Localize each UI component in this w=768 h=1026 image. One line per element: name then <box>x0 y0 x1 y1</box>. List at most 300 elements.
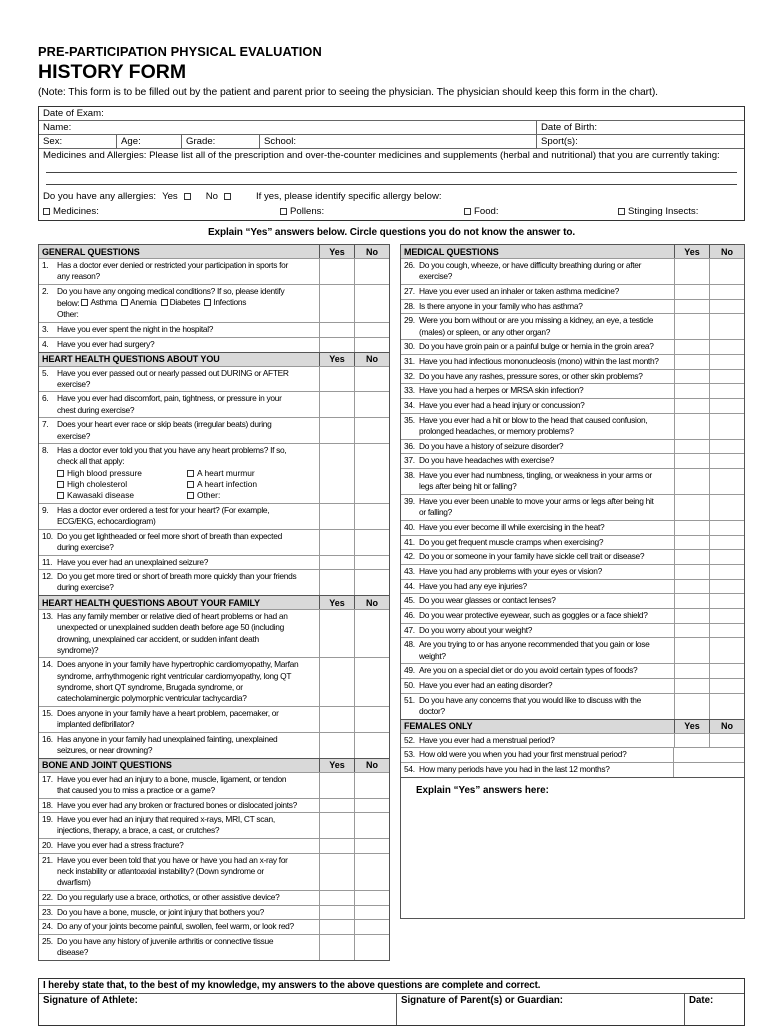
no-answer-cell[interactable] <box>354 733 389 758</box>
question-text <box>419 470 672 492</box>
checkbox-icon[interactable] <box>618 208 625 215</box>
no-answer-cell[interactable] <box>354 504 389 529</box>
yes-answer-cell[interactable] <box>674 399 709 413</box>
question-row <box>401 762 744 777</box>
yes-answer-cell[interactable] <box>674 300 709 314</box>
question-line: that caused you to miss a practice or a game? <box>57 784 215 795</box>
question-line: or falling? <box>419 507 453 518</box>
no-column-header: No <box>354 245 389 258</box>
no-answer-cell[interactable] <box>709 550 744 564</box>
question-number: 26. <box>404 260 415 270</box>
question-line: injections, therapy, a brace, a cast, or crutches? <box>57 825 220 836</box>
yes-answer-cell[interactable] <box>319 935 354 960</box>
no-answer-cell[interactable] <box>709 340 744 354</box>
question-number: 47. <box>404 624 415 635</box>
yes-answer-cell[interactable] <box>674 536 709 550</box>
yes-answer-cell[interactable] <box>319 854 354 890</box>
yes-answer-cell[interactable] <box>674 454 709 468</box>
no-answer-cell[interactable] <box>354 530 389 555</box>
no-column-header: No <box>709 245 744 258</box>
no-answer-cell[interactable] <box>354 556 389 570</box>
yes-answer-cell[interactable] <box>674 440 709 454</box>
heart-problem-checkbox-option[interactable] <box>187 479 317 490</box>
question-text <box>419 301 672 312</box>
question-line: Have you ever had a menstrual period? <box>419 734 555 745</box>
allergies-no-checkbox[interactable] <box>224 193 231 200</box>
question-row <box>39 732 389 758</box>
yes-answer-cell[interactable] <box>674 694 709 719</box>
question-line: Have you had any problems with your eyes or vision? <box>419 565 603 576</box>
no-answer-cell[interactable] <box>709 314 744 339</box>
question-text <box>419 260 672 282</box>
section-header-row <box>401 245 744 258</box>
question-number: 45. <box>404 595 415 606</box>
question-text <box>57 855 317 889</box>
yes-answer-cell[interactable] <box>319 323 354 337</box>
no-answer-cell[interactable] <box>709 285 744 299</box>
no-answer-cell[interactable] <box>354 338 389 352</box>
no-answer-cell[interactable] <box>354 813 389 838</box>
answer-write-in-cell[interactable] <box>673 748 744 762</box>
medicines-write-line-1[interactable] <box>46 172 737 173</box>
question-text <box>419 400 672 411</box>
question-line: Have you ever had an injury to a bone, muscle, ligament, or tendon <box>57 773 287 784</box>
yes-answer-cell[interactable] <box>319 658 354 705</box>
question-text <box>419 341 672 352</box>
condition-checkbox-option[interactable] <box>81 297 117 308</box>
no-answer-cell[interactable] <box>709 580 744 594</box>
yes-answer-cell[interactable] <box>674 384 709 398</box>
section-title: HEART HEALTH QUESTIONS ABOUT YOU <box>42 354 220 365</box>
yes-answer-cell[interactable] <box>319 392 354 417</box>
heart-problem-checkbox-option[interactable] <box>187 490 317 501</box>
yes-answer-cell[interactable] <box>674 340 709 354</box>
question-text <box>57 734 317 756</box>
question-number: 31. <box>404 355 415 366</box>
question-cell <box>401 384 674 398</box>
checkbox-icon[interactable] <box>464 208 471 215</box>
no-answer-cell[interactable] <box>709 734 744 748</box>
question-number: 19. <box>42 814 53 825</box>
heart-problem-checkbox-option[interactable] <box>57 479 187 490</box>
question-text <box>57 708 317 730</box>
condition-checkbox-option[interactable] <box>121 297 157 308</box>
question-line: seizures, or near drowning? <box>57 744 153 755</box>
question-number: 23. <box>42 906 53 917</box>
no-answer-cell[interactable] <box>709 521 744 535</box>
question-line: exercise? <box>57 430 91 441</box>
no-answer-cell[interactable] <box>354 906 389 920</box>
checkbox-icon[interactable] <box>161 299 168 306</box>
question-number: 29. <box>404 315 415 326</box>
yes-answer-cell[interactable] <box>319 839 354 853</box>
patient-info-box <box>38 106 745 221</box>
date-of-exam-field[interactable] <box>39 107 744 120</box>
no-answer-cell[interactable] <box>709 565 744 579</box>
question-cell <box>39 338 319 352</box>
yes-answer-cell[interactable] <box>674 370 709 384</box>
yes-answer-cell[interactable] <box>319 444 354 503</box>
heart-problem-checkbox-option[interactable] <box>57 490 187 501</box>
question-line: Is there anyone in your family who has asthma? <box>419 300 583 311</box>
checkbox-icon[interactable] <box>57 481 64 488</box>
yes-answer-cell[interactable] <box>319 259 354 284</box>
question-row <box>39 258 389 284</box>
question-text <box>57 611 317 656</box>
question-number: 16. <box>42 733 53 744</box>
grade-field[interactable]: Grade: <box>181 135 259 148</box>
question-number: 24. <box>42 921 53 932</box>
question-cell <box>401 340 674 354</box>
question-text <box>57 571 317 593</box>
question-text <box>57 505 317 527</box>
no-answer-cell[interactable] <box>709 259 744 284</box>
allergy-pollens-option[interactable]: Pollens: <box>280 206 460 217</box>
heart-problem-label: Other: <box>197 490 221 501</box>
yes-answer-cell[interactable] <box>319 610 354 657</box>
no-answer-cell[interactable] <box>354 444 389 503</box>
no-answer-cell[interactable] <box>709 399 744 413</box>
sports-field[interactable]: Sport(s): <box>536 135 744 148</box>
no-answer-cell[interactable] <box>709 414 744 439</box>
attestation-statement: I hereby state that, to the best of my knowledge, my answers to the above questions are complete and correct. <box>43 980 541 992</box>
yes-answer-cell[interactable] <box>674 355 709 369</box>
question-line: How old were you when you had your first menstrual period? <box>419 749 627 760</box>
age-field[interactable]: Age: <box>116 135 181 148</box>
condition-label: Infections <box>213 297 247 308</box>
name-field[interactable]: Name: <box>43 122 72 133</box>
no-answer-cell[interactable] <box>354 392 389 417</box>
yes-answer-cell[interactable] <box>319 285 354 322</box>
question-cell <box>401 638 674 663</box>
checkbox-icon[interactable] <box>204 299 211 306</box>
right-question-table <box>400 244 745 919</box>
yes-answer-cell[interactable] <box>674 609 709 623</box>
question-text <box>419 371 672 382</box>
checkbox-icon[interactable] <box>280 208 287 215</box>
question-text <box>419 496 672 518</box>
answer-write-in-cell[interactable] <box>673 763 744 777</box>
no-answer-cell[interactable] <box>354 285 389 322</box>
checkbox-icon[interactable] <box>57 470 64 477</box>
no-answer-cell[interactable] <box>709 469 744 494</box>
no-answer-cell[interactable] <box>709 609 744 623</box>
question-line: ECG/EKG, echocardiogram) <box>57 515 156 526</box>
yes-column-header: Yes <box>319 353 354 366</box>
question-number: 12. <box>42 571 53 582</box>
explain-yes-label: Explain “Yes” answers here: <box>416 784 549 796</box>
checkbox-icon[interactable] <box>121 299 128 306</box>
form-note: (Note: This form is to be filled out by the patient and parent prior to seeing the physician. The physician should keep this form in the chart). <box>38 87 658 98</box>
yes-answer-cell[interactable] <box>319 906 354 920</box>
question-cell <box>39 906 319 920</box>
no-answer-cell[interactable] <box>709 300 744 314</box>
no-answer-cell[interactable] <box>709 384 744 398</box>
history-form-page <box>38 44 745 1026</box>
question-number: 40. <box>404 521 415 532</box>
question-cell <box>39 920 319 934</box>
yes-answer-cell[interactable] <box>674 314 709 339</box>
question-number: 15. <box>42 707 53 718</box>
yes-answer-cell[interactable] <box>319 813 354 838</box>
yes-answer-cell[interactable] <box>319 556 354 570</box>
question-row <box>401 520 744 535</box>
heart-problem-checkbox-columns <box>57 468 317 502</box>
no-answer-cell[interactable] <box>354 854 389 890</box>
question-row <box>39 706 389 732</box>
no-answer-cell[interactable] <box>354 259 389 284</box>
question-line: Have you ever had numbness, tingling, or weakness in your arms or <box>419 470 652 481</box>
question-cell <box>39 813 319 838</box>
yes-answer-cell[interactable] <box>674 624 709 638</box>
question-row <box>401 564 744 579</box>
question-cell <box>39 839 319 853</box>
question-text <box>419 595 672 606</box>
yes-answer-cell[interactable] <box>319 418 354 443</box>
question-cell <box>39 323 319 337</box>
no-answer-cell[interactable] <box>354 570 389 595</box>
no-answer-cell[interactable] <box>709 664 744 678</box>
section-header-row <box>39 758 389 772</box>
yes-answer-cell[interactable] <box>319 530 354 555</box>
question-text <box>57 936 317 958</box>
no-answer-cell[interactable] <box>354 920 389 934</box>
question-row <box>401 439 744 454</box>
question-line: unexpected or unexplained sudden death before age 50 (including <box>57 622 284 633</box>
yes-answer-cell[interactable] <box>319 920 354 934</box>
parent-signature-field[interactable]: Signature of Parent(s) or Guardian: <box>396 994 684 1025</box>
question-text <box>57 339 317 350</box>
question-row <box>39 569 389 595</box>
yes-answer-cell[interactable] <box>319 570 354 595</box>
yes-answer-cell[interactable] <box>674 259 709 284</box>
no-answer-cell[interactable] <box>354 935 389 960</box>
question-text <box>57 286 317 321</box>
no-answer-cell[interactable] <box>709 694 744 719</box>
no-answer-cell[interactable] <box>709 370 744 384</box>
question-cell <box>401 565 674 579</box>
question-text <box>419 581 672 592</box>
allergies-suffix: If yes, please identify specific allergy below: <box>255 191 442 202</box>
yes-answer-cell[interactable] <box>674 594 709 608</box>
sex-field[interactable]: Sex: <box>43 136 63 147</box>
yes-answer-cell[interactable] <box>674 679 709 693</box>
question-line: legs after being hit or falling? <box>419 481 517 492</box>
question-number: 8. <box>42 445 49 456</box>
question-cell <box>401 469 674 494</box>
yes-answer-cell[interactable] <box>674 664 709 678</box>
question-line: disease? <box>57 947 89 958</box>
question-row <box>401 494 744 520</box>
question-line: Have you had infectious mononucleosis (mono) within the last month? <box>419 355 659 366</box>
question-text <box>419 639 672 661</box>
question-cell <box>39 935 319 960</box>
yes-answer-cell[interactable] <box>674 495 709 520</box>
question-line: syndrome, short QT syndrome, Brugada syndrome, or <box>57 681 243 692</box>
page-title: HISTORY FORM <box>38 61 187 83</box>
date-signature-field[interactable]: Date: <box>684 994 744 1025</box>
question-number: 52. <box>404 734 415 745</box>
yes-answer-cell[interactable] <box>319 338 354 352</box>
question-number: 3. <box>42 324 49 335</box>
question-row <box>39 529 389 555</box>
question-text <box>419 522 672 533</box>
checkbox-icon[interactable] <box>187 492 194 499</box>
question-line: neck instability or atlantoaxial instability? (Down syndrome or <box>57 866 264 877</box>
no-answer-cell[interactable] <box>354 323 389 337</box>
question-cell <box>401 355 674 369</box>
no-answer-cell[interactable] <box>709 454 744 468</box>
section-title: BONE AND JOINT QUESTIONS <box>42 760 172 771</box>
yes-answer-cell[interactable] <box>674 521 709 535</box>
allergies-yes-checkbox[interactable] <box>184 193 191 200</box>
question-row <box>39 853 389 890</box>
yes-answer-cell[interactable] <box>674 469 709 494</box>
heart-problem-label: A heart murmur <box>197 467 255 478</box>
question-text <box>419 286 672 297</box>
no-answer-cell[interactable] <box>709 536 744 550</box>
allergy-food-option[interactable]: Food: <box>464 206 614 217</box>
question-number: 5. <box>42 367 49 378</box>
question-number: 46. <box>404 610 415 621</box>
section-header-row <box>401 719 744 733</box>
question-line: Have you ever had an eating disorder? <box>419 680 553 691</box>
question-line: doctor? <box>419 706 445 716</box>
question-line: implanted defibrillator? <box>57 719 135 729</box>
yes-answer-cell[interactable] <box>674 550 709 564</box>
heart-problem-checkbox-option[interactable] <box>57 468 187 479</box>
yes-answer-cell[interactable] <box>674 734 709 748</box>
question-cell <box>401 495 674 520</box>
yes-answer-cell[interactable] <box>319 367 354 392</box>
question-line: Have you ever had an injury that required x-rays, MRI, CT scan, <box>57 814 275 825</box>
athlete-signature-field[interactable]: Signature of Athlete: <box>43 995 138 1007</box>
heart-problem-checkbox-option[interactable] <box>187 468 317 479</box>
question-row <box>39 812 389 838</box>
question-row <box>401 453 744 468</box>
question-number: 10. <box>42 530 53 541</box>
allergy-medicines-option[interactable]: Medicines: <box>43 206 276 217</box>
condition-checkbox-option[interactable] <box>161 297 201 308</box>
question-cell <box>39 259 319 284</box>
checkbox-icon[interactable] <box>57 492 64 499</box>
yes-answer-cell[interactable] <box>319 707 354 732</box>
yes-answer-cell[interactable] <box>319 733 354 758</box>
allergy-stinging-insects-option[interactable]: Stinging Insects: <box>618 206 736 217</box>
question-text <box>419 315 672 337</box>
section-header-row <box>39 245 389 258</box>
yes-column-header: Yes <box>319 759 354 772</box>
yes-answer-cell[interactable] <box>674 638 709 663</box>
no-answer-cell[interactable] <box>354 839 389 853</box>
no-answer-cell[interactable] <box>354 367 389 392</box>
date-of-exam-label: Date of Exam: <box>43 108 104 119</box>
no-column-header: No <box>354 596 389 609</box>
question-text <box>57 531 317 553</box>
question-text <box>419 537 672 548</box>
yes-answer-cell[interactable] <box>674 580 709 594</box>
no-answer-cell[interactable] <box>709 440 744 454</box>
question-line: Have you ever had surgery? <box>57 338 155 349</box>
yes-answer-cell[interactable] <box>319 504 354 529</box>
question-line: Do you worry about your weight? <box>419 624 533 635</box>
no-answer-cell[interactable] <box>354 799 389 813</box>
yes-answer-cell[interactable] <box>319 799 354 813</box>
checkbox-icon[interactable] <box>187 470 194 477</box>
question-number: 53. <box>404 749 415 760</box>
no-answer-cell[interactable] <box>709 638 744 663</box>
date-of-birth-field[interactable]: Date of Birth: <box>536 121 744 134</box>
question-text <box>57 921 317 932</box>
question-cell <box>401 763 673 777</box>
question-line: Do you have any concerns that you would like to discuss with the <box>419 694 641 705</box>
question-row <box>401 593 744 608</box>
explain-yes-area[interactable] <box>401 777 744 918</box>
no-answer-cell[interactable] <box>354 610 389 657</box>
no-answer-cell[interactable] <box>354 658 389 705</box>
yes-answer-cell[interactable] <box>319 773 354 798</box>
question-cell <box>401 454 674 468</box>
no-answer-cell[interactable] <box>354 707 389 732</box>
question-text <box>57 800 317 811</box>
question-number: 6. <box>42 393 49 404</box>
left-question-table <box>38 244 390 961</box>
no-answer-cell[interactable] <box>354 418 389 443</box>
no-column-header: No <box>709 720 744 733</box>
question-number: 7. <box>42 419 49 430</box>
no-answer-cell[interactable] <box>709 495 744 520</box>
signature-box <box>38 978 745 1026</box>
allergies-no-label: No <box>205 191 218 202</box>
question-text <box>419 415 672 437</box>
no-answer-cell[interactable] <box>709 624 744 638</box>
section-title: GENERAL QUESTIONS <box>42 246 140 257</box>
condition-checkbox-option[interactable] <box>204 297 246 308</box>
question-number: 4. <box>42 338 49 349</box>
question-row <box>401 339 744 354</box>
question-row <box>39 443 389 503</box>
checkbox-column <box>187 468 317 502</box>
question-number: 38. <box>404 470 415 481</box>
question-line: Do you have a bone, muscle, or joint injury that bothers you? <box>57 906 265 917</box>
question-number: 41. <box>404 536 415 547</box>
question-text <box>419 665 672 676</box>
medicines-write-line-2[interactable] <box>46 184 737 185</box>
no-answer-cell[interactable] <box>709 679 744 693</box>
checkbox-icon[interactable] <box>43 208 50 215</box>
question-extra-line: Other: <box>57 309 79 320</box>
yes-answer-cell[interactable] <box>674 414 709 439</box>
question-line: Have you ever had an unexplained seizure? <box>57 556 209 567</box>
checkbox-icon[interactable] <box>81 299 88 306</box>
no-answer-cell[interactable] <box>709 594 744 608</box>
checkbox-icon[interactable] <box>187 481 194 488</box>
question-number: 49. <box>404 665 415 676</box>
no-answer-cell[interactable] <box>709 355 744 369</box>
yes-answer-cell[interactable] <box>674 565 709 579</box>
question-line: Has a doctor ever ordered a test for your heart? (For example, <box>57 504 270 515</box>
no-answer-cell[interactable] <box>354 891 389 905</box>
question-line: (males) or spleen, or any other organ? <box>419 326 551 337</box>
question-row <box>401 549 744 564</box>
question-line: Do you cough, wheeze, or have difficulty breathing during or after <box>419 260 642 270</box>
yes-answer-cell[interactable] <box>319 891 354 905</box>
no-answer-cell[interactable] <box>354 773 389 798</box>
question-line: Do you get lightheaded or feel more short of breath than expected <box>57 530 282 541</box>
school-field[interactable]: School: <box>259 135 536 148</box>
inline-checkbox-line <box>57 297 317 309</box>
yes-answer-cell[interactable] <box>674 285 709 299</box>
